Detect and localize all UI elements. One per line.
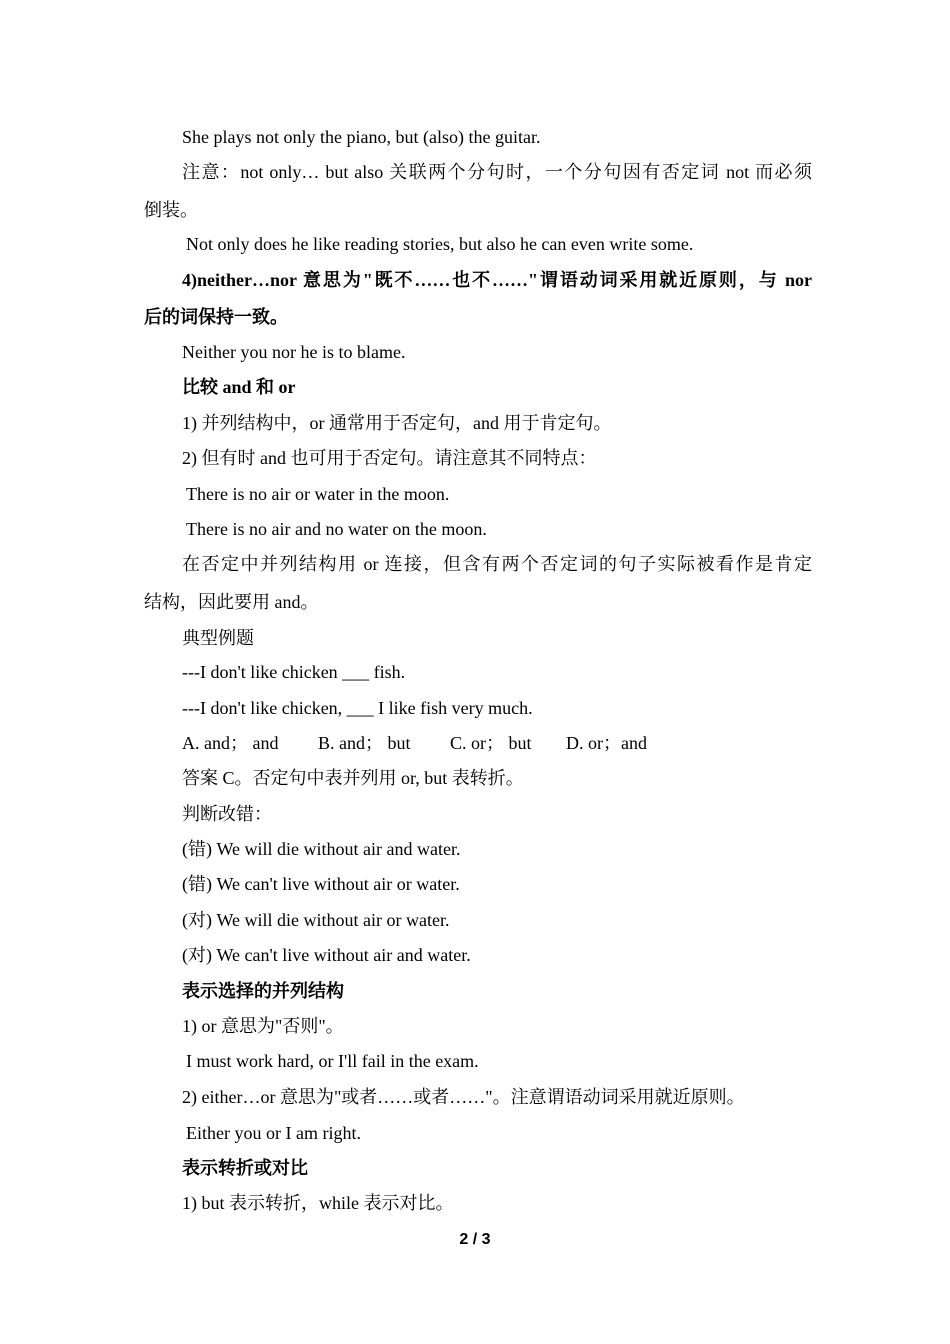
rule-point: 2) either…or 意思为"或者……或者……"。注意谓语动词采用就近原则。	[182, 1087, 745, 1107]
note-paragraph: 注意：not only… but also 关联两个分句时，一个分句因有否定词 not 而必须	[182, 162, 812, 182]
note-paragraph-continued: 倒装。	[144, 200, 198, 220]
rule-point: 1) but 表示转折，while 表示对比。	[182, 1193, 454, 1213]
explanation-paragraph-continued: 结构，因此要用 and。	[144, 592, 319, 612]
exercise-sentence: (错) We will die without air and water.	[182, 839, 461, 859]
question-line: ---I don't like chicken, ___ I like fish very much.	[182, 698, 533, 718]
rule-point: 2) 但有时 and 也可用于否定句。请注意其不同特点：	[182, 448, 597, 468]
example-sentence: I must work hard, or I'll fail in the exam.	[186, 1051, 479, 1071]
answer-options	[182, 732, 812, 754]
example-sentence: There is no air or water in the moon.	[186, 484, 450, 504]
option-b: B. and； but	[318, 733, 411, 753]
example-sentence: There is no air and no water on the moon.	[186, 519, 487, 539]
example-label: 典型例题	[182, 628, 254, 648]
exercise-sentence: (对) We will die without air or water.	[182, 910, 450, 930]
example-sentence: Neither you nor he is to blame.	[182, 342, 406, 362]
section-heading: 表示选择的并列结构	[182, 981, 344, 1001]
rule-point: 1) or 意思为"否则"。	[182, 1016, 344, 1036]
exercise-label: 判断改错：	[182, 804, 272, 824]
example-sentence: She plays not only the piano, but (also) the guitar.	[182, 127, 541, 147]
question-line: ---I don't like chicken ___ fish.	[182, 662, 406, 682]
page-number: 2 / 3	[459, 1231, 491, 1248]
explanation-paragraph: 在否定中并列结构用 or 连接，但含有两个否定词的句子实际被看作是肯定	[182, 554, 812, 574]
rule-point: 1) 并列结构中，or 通常用于否定句，and 用于肯定句。	[182, 413, 612, 433]
rule-heading-continued: 后的词保持一致。	[144, 307, 288, 327]
exercise-sentence: (错) We can't live without air or water.	[182, 874, 460, 894]
section-heading: 表示转折或对比	[182, 1158, 308, 1178]
example-sentence: Not only does he like reading stories, but also he can even write some.	[186, 234, 694, 254]
option-a: A. and； and	[182, 733, 279, 753]
section-heading: 比较 and 和 or	[182, 377, 296, 397]
exercise-sentence: (对) We can't live without air and water.	[182, 945, 471, 965]
option-d: D. or；and	[566, 733, 647, 753]
option-c: C. or； but	[450, 733, 532, 753]
example-sentence: Either you or I am right.	[186, 1123, 361, 1143]
rule-heading: 4)neither…nor 意思为"既不……也不……"谓语动词采用就近原则，与 nor	[182, 270, 812, 290]
answer-explanation: 答案 C。否定句中表并列用 or, but 表转折。	[182, 768, 524, 788]
